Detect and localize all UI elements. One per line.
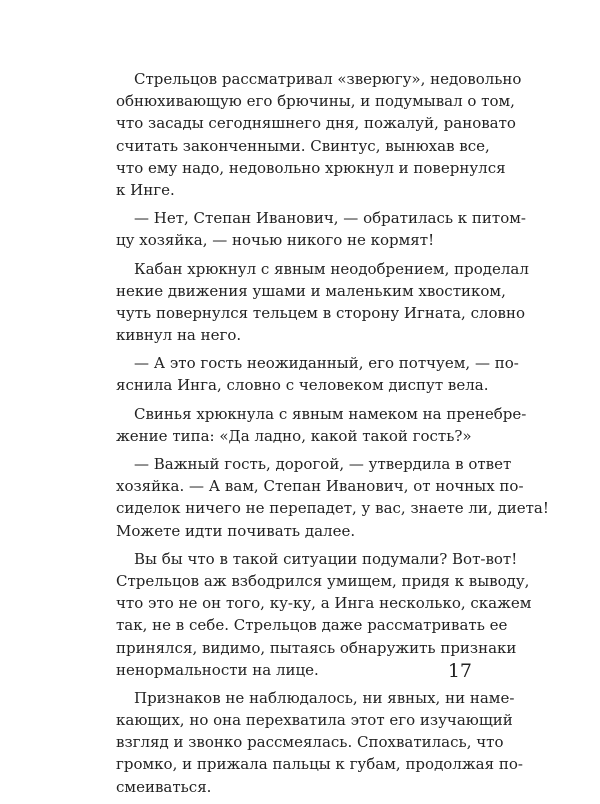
text-line: Стрельцов аж взбодрился умищем, придя к выводу, <box>116 571 530 590</box>
paragraph-4 <box>116 352 519 396</box>
text-line: считать законченными. Свинтус, вынюхав все, <box>116 136 490 155</box>
text-line: цу хозяйка, — ночью никого не кормят! <box>116 231 435 250</box>
text-line: кивнул на него. <box>116 326 242 345</box>
paragraph-5 <box>116 403 527 447</box>
text-line: Свинья хрюкнула с явным намеком на пренебре- <box>134 404 527 423</box>
text-line: жение типа: «Да ладно, какой такой гость?» <box>116 426 472 445</box>
text-line: что это не он того, ку-ку, а Инга несколько, скажем <box>116 594 532 613</box>
text-line: хозяйка. — А вам, Степан Иванович, от ночных по- <box>116 477 524 496</box>
text-line: — А это гость неожиданный, его потчуем, — по- <box>134 354 519 373</box>
paragraph-2 <box>116 207 526 251</box>
text-line: сиделок ничего не перепадет, у вас, знаете ли, диета! <box>116 499 549 518</box>
body-text <box>116 68 549 804</box>
text-line: так, не в себе. Стрельцов даже рассматривать ее <box>116 616 508 635</box>
text-line: громко, и прижала пальцы к губам, продолжая по- <box>116 755 523 774</box>
text-line: ненормальности на лице. <box>116 660 319 679</box>
paragraph-1 <box>116 68 522 201</box>
paragraph-8 <box>116 687 523 798</box>
text-line: взгляд и звонко рассмеялась. Спохватилась, что <box>116 733 504 752</box>
text-line: Стрельцов рассматривал «зверюгу», недовольно <box>134 70 522 88</box>
text-line: смеиваться. <box>116 777 212 796</box>
text-line: яснила Инга, словно с человеком диспут вела. <box>116 376 489 395</box>
text-line: — Нет, Степан Иванович, — обратилась к питом- <box>134 209 526 228</box>
text-line: Можете идти почивать далее. <box>116 521 356 540</box>
text-line: обнюхивающую его брючины, и подумывал о том, <box>116 92 515 111</box>
text-line: к Инге. <box>116 180 175 199</box>
text-line: чуть повернулся тельцем в сторону Игната, словно <box>116 303 525 322</box>
paragraph-3 <box>116 258 529 347</box>
text-line: что засады сегодняшнего дня, пожалуй, рановато <box>116 114 516 133</box>
text-line: что ему надо, недовольно хрюкнул и повернулся <box>116 158 506 177</box>
text-line: некие движения ушами и маленьким хвостиком, <box>116 281 506 300</box>
paragraph-7 <box>116 548 532 681</box>
text-line: Признаков не наблюдалось, ни явных, ни наме- <box>134 688 515 707</box>
text-line: Кабан хрюкнул с явным неодобрением, проделал <box>134 259 529 278</box>
text-line: Вы бы что в такой ситуации подумали? Вот-вот! <box>134 549 518 568</box>
text-line: — Важный гость, дорогой, — утвердила в ответ <box>134 455 512 473</box>
paragraph-6 <box>116 453 549 542</box>
text-line: принялся, видимо, пытаясь обнаружить признаки <box>116 638 517 657</box>
text-line: кающих, но она перехватила этот его изучающий <box>116 711 513 730</box>
page-number: 17 <box>447 660 472 682</box>
